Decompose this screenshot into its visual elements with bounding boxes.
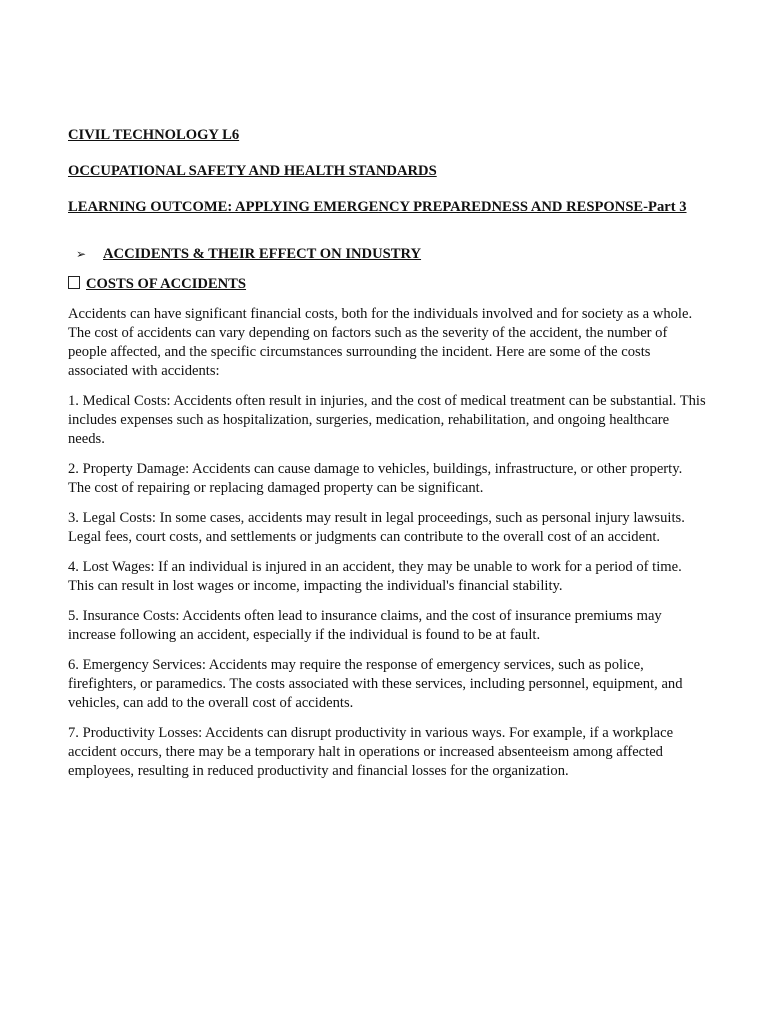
learning-outcome: LEARNING OUTCOME: APPLYING EMERGENCY PREPAREDNESS AND RESPONSE-Part 3 [68,199,687,215]
square-bullet-icon [68,276,80,289]
subsection-heading: COSTS OF ACCIDENTS [86,276,247,292]
course-title: CIVIL TECHNOLOGY L6 [68,127,240,143]
section-heading-row [68,245,708,264]
subsection-heading-row [68,275,708,294]
list-item: 5. Insurance Costs: Accidents often lead to insurance claims, and the cost of insurance premiums may increase following an accident, especially if the individual is found to be at fault. [68,608,662,643]
list-item: 4. Lost Wages: If an individual is injured in an accident, they may be unable to work for a period of time. This can result in lost wages or income, impacting the individual's financial stability. [68,559,682,594]
list-item: 1. Medical Costs: Accidents often result in injuries, and the cost of medical treatment can be substantial. This includes expenses such as hospitalization, surgeries, medication, rehabilitation, and ongoing healthcare needs. [68,393,706,447]
list-item: 7. Productivity Losses: Accidents can disrupt productivity in various ways. For example, if a workplace accident occurs, there may be a temporary halt in operations or increased absenteeism among affected employees, resulting in reduced productivity and financial losses for the organization. [68,725,674,779]
document-page [68,126,708,792]
arrow-bullet-icon: ➢ [76,247,87,261]
section-heading: ACCIDENTS & THEIR EFFECT ON INDUSTRY [103,246,422,262]
list-item: 3. Legal Costs: In some cases, accidents may result in legal proceedings, such as personal injury lawsuits. Legal fees, court costs, and settlements or judgments can contribute to the overall cost of an accident. [68,510,685,545]
intro-paragraph: Accidents can have significant financial costs, both for the individuals involved and for society as a whole. The cost of accidents can vary depending on factors such as the severity of the accident, the number of people affected, and the specific circumstances surrounding the incident. Here are some of the costs associated with accidents: [68,306,693,379]
list-item: 6. Emergency Services: Accidents may require the response of emergency services, such as police, firefighters, or paramedics. The costs associated with these services, including personnel, equipment, and vehicles, can add to the overall cost of accidents. [68,657,683,711]
list-item: 2. Property Damage: Accidents can cause damage to vehicles, buildings, infrastructure, or other property. The cost of repairing or replacing damaged property can be significant. [68,461,683,496]
subject-title: OCCUPATIONAL SAFETY AND HEALTH STANDARDS [68,163,437,179]
